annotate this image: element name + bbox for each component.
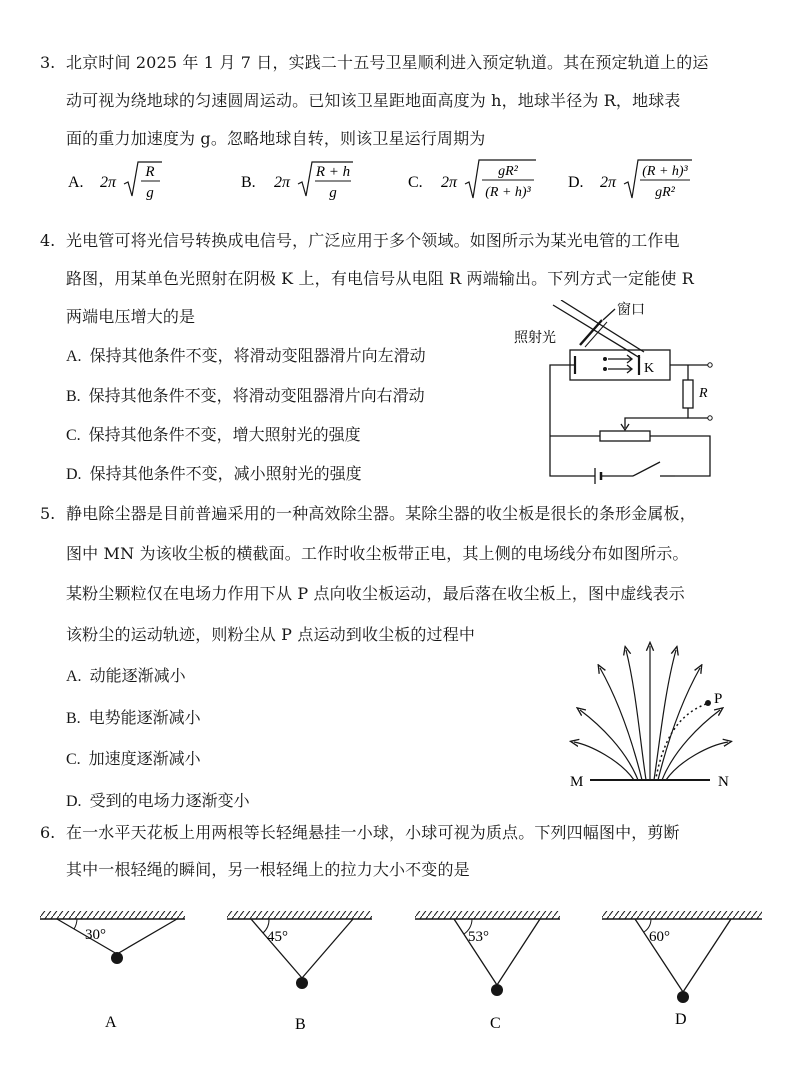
question-number: 4. [40, 231, 56, 250]
option-b: B. 保持其他条件不变，将滑动变阻器滑片向右滑动 [66, 386, 425, 405]
option-a [68, 158, 188, 208]
ball [677, 991, 689, 1003]
field-line [600, 668, 642, 780]
fraction-denominator: g [329, 185, 337, 201]
question-text-line: 光电管可将光信号转换成电信号，广泛应用于多个领域。如图所示为某光电管的工作电 [66, 231, 680, 250]
fraction-numerator: R [145, 164, 155, 180]
wire [550, 365, 595, 476]
option-a: A. 动能逐渐减小 [66, 666, 186, 685]
angle-label: 30° [85, 927, 106, 943]
option-d: D. 保持其他条件不变，减小照射光的强度 [66, 464, 362, 483]
rheostat [600, 431, 650, 441]
figure-label: D [675, 1011, 687, 1028]
question-number: 5. [40, 504, 56, 523]
option-label: A. [68, 174, 84, 191]
radical-sign [124, 162, 162, 196]
rope [251, 919, 302, 978]
wire [650, 436, 710, 476]
output-terminal [708, 416, 712, 420]
option-label: B. [241, 174, 256, 191]
question-text-line: 图中 MN 为该收尘板的横截面。工作时收尘板带正电，其上侧的电场线分布如图所示。 [66, 544, 689, 563]
question-number: 6. [40, 823, 56, 842]
option-b: B. 电势能逐渐减小 [66, 708, 201, 727]
ball [296, 977, 308, 989]
suspension-figure-a [35, 908, 195, 1038]
angle-label: 60° [649, 929, 670, 945]
question-number: 3. [40, 53, 56, 72]
ball [491, 984, 503, 996]
resistor-label: R [699, 386, 708, 401]
option-d [568, 158, 718, 208]
wire [688, 408, 710, 418]
point-p-label: P [714, 691, 723, 707]
option-label: D. [568, 174, 584, 191]
coefficient: 2π [441, 174, 458, 191]
suspension-figure-b [222, 908, 382, 1038]
option-b [241, 158, 381, 208]
figure-label: C [490, 1015, 501, 1032]
phototube-circuit-figure [505, 300, 730, 485]
phototube [570, 350, 670, 380]
suspension-figure-c [410, 908, 570, 1038]
question-text-line: 面的重力加速度为 g。忽略地球自转，则该卫星运行周期为 [66, 129, 486, 148]
slider-wire [625, 418, 688, 428]
resistor-r [683, 380, 693, 408]
light-label: 照射光 [514, 330, 556, 346]
question-text-line: 某粉尘颗粒仅在电场力作用下从 P 点向收尘板运动，最后落在收尘板上，图中虚线表示 [66, 584, 685, 603]
suspension-figure-d [597, 908, 767, 1038]
fraction-numerator: gR² [498, 164, 518, 179]
question-text-line: 路图，用某单色光照射在阴极 K 上，有电信号从电阻 R 两端输出。下列方式一定能使 R [66, 269, 694, 288]
question-text-line: 在一水平天花板上用两根等长轻绳悬挂一小球，小球可视为质点。下列四幅图中，剪断 [66, 823, 680, 842]
option-c: C. 加速度逐渐减小 [66, 749, 201, 768]
rope [497, 919, 540, 985]
point-n-label: N [718, 774, 729, 790]
question-text-line: 两端电压增大的是 [66, 307, 196, 326]
rope [302, 919, 353, 978]
angle-arc [74, 919, 77, 929]
ceiling-hatch [227, 911, 372, 919]
question-text-line: 北京时间 2025 年 1 月 7 日，实践二十五号卫星顺利进入预定轨道。其在预定轨道上的运 [66, 53, 709, 72]
option-c: C. 保持其他条件不变，增大照射光的强度 [66, 425, 361, 444]
option-d: D. 受到的电场力逐渐变小 [66, 791, 250, 810]
fraction-denominator: gR² [655, 185, 675, 200]
point-m-label: M [570, 774, 584, 790]
ceiling-hatch [602, 911, 762, 919]
field-line [580, 710, 638, 780]
cathode-label: K [644, 361, 655, 376]
rope [683, 919, 731, 992]
fraction-numerator: R + h [315, 164, 351, 180]
option-label: C. [408, 174, 423, 191]
question-text-line: 其中一根轻绳的瞬间，另一根轻绳上的拉力大小不变的是 [66, 860, 470, 879]
electron-dot [603, 357, 607, 361]
angle-label: 45° [267, 929, 288, 945]
coefficient: 2π [274, 174, 291, 191]
fraction-numerator: (R + h)³ [642, 164, 688, 179]
ceiling-hatch [415, 911, 560, 919]
question-text-line: 静电除尘器是目前普遍采用的一种高效除尘器。某除尘器的收尘板是很长的条形金属板， [66, 504, 696, 523]
ball [111, 952, 123, 964]
window-label: 窗口 [617, 302, 645, 318]
field-line [662, 710, 720, 780]
figure-label: A [105, 1014, 117, 1031]
window-leader [603, 309, 615, 320]
option-c [408, 158, 558, 208]
electron-dot [603, 367, 607, 371]
angle-label: 53° [468, 929, 489, 945]
option-a: A. 保持其他条件不变，将滑动变阻器滑片向左滑动 [66, 346, 426, 365]
field-line [626, 650, 646, 780]
electric-field-figure [560, 640, 750, 800]
point-p [705, 700, 711, 706]
figure-label: B [295, 1016, 306, 1033]
question-text-line: 该粉尘的运动轨迹，则粉尘从 P 点运动到收尘板的过程中 [66, 625, 475, 644]
fraction-denominator: (R + h)³ [485, 185, 531, 200]
switch [633, 462, 660, 476]
field-line [658, 668, 700, 780]
coefficient: 2π [100, 174, 117, 191]
question-text-line: 动可视为绕地球的匀速圆周运动。已知该卫星距地面高度为 h，地球半径为 R，地球表 [66, 91, 681, 110]
coefficient: 2π [600, 174, 617, 191]
output-terminal [708, 363, 712, 367]
fraction-denominator: g [146, 185, 154, 201]
rope [117, 919, 177, 954]
ceiling-hatch [40, 911, 185, 919]
